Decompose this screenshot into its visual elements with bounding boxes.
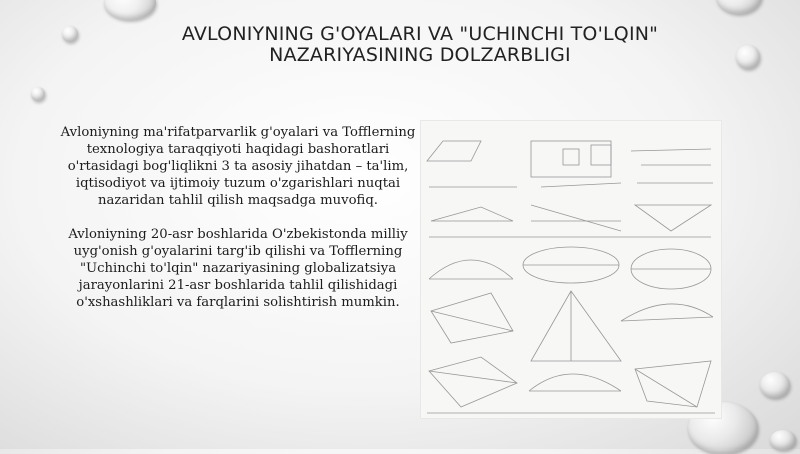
water-drop-decoration	[62, 26, 78, 42]
paragraph-2: Avloniyning 20-asr boshlarida O'zbekistonda milliy uyg'onish g'oyalarini targ'ib qilishi va Tofflerning "Uchinchi to'lqin" nazariyasining globalizatsiya jarayonlarini 21-asr boshlarida tahlil qilishidagi o'xshashliklari va farqlarini solishtirish mumkin.	[68, 227, 408, 310]
water-drop-decoration	[736, 45, 760, 69]
water-drop-decoration	[760, 372, 790, 398]
slide-body	[52, 124, 424, 328]
paragraph-1: Avloniyning ma'rifatparvarlik g'oyalari va Tofflerning texnologiya taraqqiyoti haqidagi bashoratlari o'rtasidagi bog'liqlikni 3 ta asosiy jihatdan – ta'lim, iqtisodiyot va ijtimoiy tuzum o'zgarishlari nuqtai nazaridan tahlil qilish maqsadga muvofiq.	[60, 125, 416, 208]
water-drop-decoration	[716, 0, 762, 14]
water-drop-decoration	[31, 87, 45, 101]
water-drop-decoration	[770, 430, 796, 450]
slide-title-line1: AVLONIYNING G'OYALARI VA "UCHINCHI TO'LQIN"	[181, 23, 659, 45]
geometric-sketch-image	[420, 120, 722, 419]
slide-title-line2: NAZARIYASINING DOLZARBLIGI	[269, 44, 571, 66]
water-drop-decoration	[104, 0, 156, 20]
slide-title	[120, 24, 720, 66]
